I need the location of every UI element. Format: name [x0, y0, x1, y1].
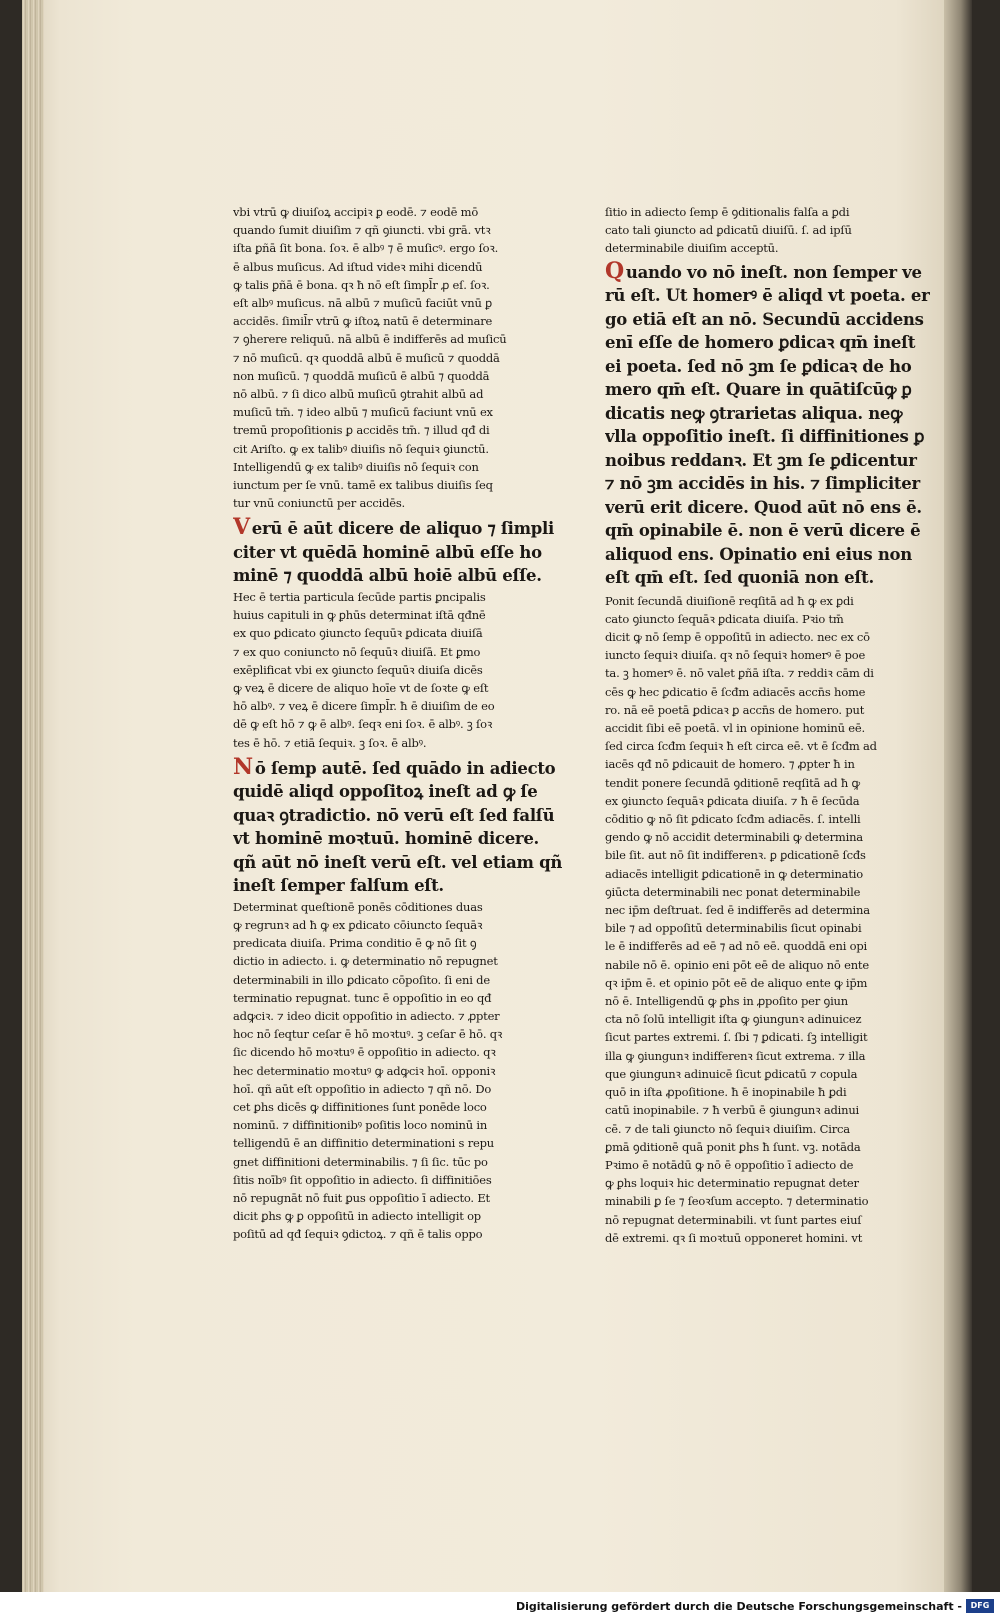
text-line: tes ē hō. ⁊ etiā ſequiꝛ. ꝫ ſoꝛ. ē albꝰ.: [233, 735, 427, 750]
text-line: dē extremi. qꝛ ſi moꝛtuū opponeret homini. vt: [605, 1230, 863, 1245]
text-line: ꝯiūcta determinabili nec ponat determinabile: [605, 884, 861, 899]
text-line: qm̄ opinabile ē. non ē verū dicere ē: [605, 521, 921, 541]
text-line: ē albus muſicus. Ad iſtud videꝛ mihi dicendū: [233, 259, 483, 274]
text-line: cato tali ꝯiuncto ad ꝑdicatū diuiſū. ſ. ad ipſū: [605, 223, 852, 238]
text-line: ꝑmā ꝯditionē quā ponit ꝑhs ħ ſunt. vꝫ. notāda: [605, 1139, 861, 1154]
text-line: dictio in adiecto. i. ꝙ determinatio nō repugnet: [233, 954, 498, 969]
text-line: ⁊ nō muſicū. qꝛ quoddā albū ē muſicū ⁊ quoddā: [233, 350, 500, 365]
text-line: ⁊ ex quo coniuncto nō ſequūꝛ diuiſā. Et ꝑmo: [233, 644, 481, 659]
text-line: [233, 756, 576, 781]
text-line: cit Ariſto. ꝙ ex talibꝰ diuiſis nō ſequiꝛ ꝯiunctū.: [233, 441, 489, 456]
line-text: uando vo nō ineſt. non ſemper ve: [625, 262, 922, 282]
text-line: accidēs. ſimil̄r vtrū ꝙ iſtoꝝ natū ē determinare: [233, 314, 493, 329]
text-line: bile ⁊ ad oppoſitū determinabilis ſicut opinabi: [605, 921, 862, 936]
text-line: ꝙ ꝑhs loquiꝛ hic determinatio repugnat deter: [605, 1176, 859, 1191]
text-line: citer vt quēdā hominē albū eſſe ho: [233, 542, 542, 562]
text-line: illa ꝙ ꝯiungunꝛ indifferenꝛ ſicut extrema. ⁊ illa: [605, 1048, 866, 1063]
text-line: nō albū. ⁊ ſi dico albū muſicū ꝯtrahit albū ad: [233, 387, 484, 402]
text-line: minabili ꝑ ſe ⁊ ſeoꝛſum accepto. ⁊ determinatio: [605, 1194, 869, 1209]
text-line: iunctum per ſe vnū. tamē ex talibus diuiſis ſeq: [233, 478, 493, 493]
text-line: ta. ꝫ homerꝰ ē. nō valet ꝑñā iſta. ⁊ reddiꝛ cām di: [605, 666, 874, 681]
text-line: quō in iſta ꝓpoſitione. ħ ē inopinabile ħ ꝑdi: [605, 1085, 847, 1100]
text-line: eſt qm̄ eſt. ſed quoniā non eſt.: [605, 568, 874, 588]
text-line: tur vnū coniunctū per accidēs.: [233, 496, 405, 511]
commentary-paragraph-2: [233, 588, 576, 752]
text-line: cē. ⁊ de tali ꝯiuncto nō ſequiꝛ diuiſim. Circa: [605, 1121, 850, 1136]
text-line: ꝙ regrunꝛ ad ħ ꝙ ex ꝑdicato cōiuncto ſequāꝛ: [233, 917, 483, 932]
text-line: noibus reddanꝛ. Et ꝫm ſe ꝑdicentur: [605, 450, 917, 470]
text-line: [605, 260, 961, 285]
line-text: erū ē aūt dicere de aliquo ⁊ ſimpli: [251, 519, 554, 539]
text-line: ꝙ veꝝ ē dicere de aliquo hoīe vt de ſoꝛte ꝙ eſt: [233, 680, 489, 695]
text-line: qñ aūt nō ineſt verū eſt. vel etiam qñ: [233, 852, 563, 872]
text-line: Determinat queſtionē ponēs cōditiones duas: [233, 899, 483, 914]
text-line: nominū. ⁊ diffinitionibꝰ poſitis loco nominū in: [233, 1118, 488, 1133]
text-line: vbi vtrū ꝙ diuiſoꝝ accipiꝛ ꝑ eodē. ⁊ eodē mō: [233, 205, 479, 219]
text-line: gnet diffinitioni determinabilis. ⁊ ſi ſic. tūc po: [233, 1154, 488, 1169]
text-line: nec ip̄m deſtruat. ſed ē indifferēs ad determina: [605, 903, 870, 918]
text-line: [233, 516, 576, 541]
commentary-paragraph-5: [605, 592, 961, 1247]
text-line: dē ꝙ eſt hō ⁊ ꝙ ē albꝰ. ſeqꝛ eni ſoꝛ. ē albꝰ. ꝫ ſoꝛ: [233, 717, 493, 732]
text-line: quaꝛ ꝯtradictio. nō verū eſt ſed falſū: [233, 805, 555, 825]
text-line: ro. nā eē poetā ꝑdicaꝛ ꝑ accn̄s de homero. put: [605, 702, 865, 717]
text-line: nō ē. Intelligendū ꝙ ꝑhs in ꝓpoſito per ꝯiun: [605, 994, 848, 1009]
commentary-paragraph-1: [233, 203, 576, 512]
text-line: ſicut partes extremi. ſ. ſbi ⁊ ꝑdicati. ſꝫ intelligit: [605, 1030, 868, 1045]
text-line: ſitio in adiecto ſemp ē ꝯditionalis falſa a ꝑdi: [605, 205, 850, 219]
text-line: qꝛ ip̄m ē. et opinio pōt eē de aliquo ente ꝙ ip̄m: [605, 975, 868, 990]
text-line: muſicū tm̄. ⁊ ideo albū ⁊ muſicū faciunt vnū ex: [233, 405, 493, 420]
text-line: ei poeta. ſed nō ꝫm ſe ꝑdicaꝛ de ho: [605, 356, 912, 376]
text-line: Pꝛimo ē notādū ꝙ nō ē oppoſitio ī adiecto de: [605, 1157, 854, 1172]
text-line: ex quo ꝑdicato ꝯiuncto ſequūꝛ ꝑdicata diuiſā: [233, 626, 483, 641]
text-line: poſitū ad qđ ſequiꝛ ꝯdictoꝝ. ⁊ qñ ē talis oppo: [233, 1227, 483, 1242]
text-line: nabile nō ē. opinio eni pōt eē de aliquo nō ente: [605, 957, 869, 972]
text-line: que ꝯiungunꝛ adinuicē ſicut ꝑdicatū ⁊ copula: [605, 1066, 858, 1081]
text-line: iſta ꝑñā ſit bona. ſoꝛ. ē albꝰ ⁊ ē muſicꝰ. ergo ſoꝛ.: [233, 241, 499, 256]
text-line: cta nō ſolū intelligit iſta ꝙ ꝯiungunꝛ adinuicez: [605, 1012, 862, 1027]
line-text: ō ſemp autē. ſed quādo in adiecto: [254, 758, 556, 778]
left-text-column: [233, 203, 576, 1244]
text-line: exēplificat vbi ex ꝯiuncto ſequūꝛ diuiſa dicēs: [233, 662, 483, 677]
text-line: Ponit ſecundā diuiſionē reqſitā ad ħ ꝙ ex ꝑdi: [605, 593, 854, 608]
text-line: terminatio repugnat. tunc ē oppoſitio in eo qđ: [233, 990, 492, 1005]
text-line: iuncto ſequiꝛ diuiſa. qꝛ nō ſequiꝛ homerꝰ ē poe: [605, 648, 866, 663]
text-line: determinabile diuiſim acceptū.: [605, 241, 779, 256]
text-line: eſt albꝰ muſicus. nā albū ⁊ muſicū faciūt vnū ꝑ: [233, 296, 492, 311]
text-line: tremū propoſitionis ꝑ accidēs tm̄. ⁊ illud qđ di: [233, 423, 490, 438]
text-line: cōditio ꝙ nō ſit ꝑdicato ſcđm adiacēs. ſ. intelli: [605, 812, 861, 827]
text-line: bile ſit. aut nō ſit indifferenꝛ. ꝑ ꝑdicationē ſcđs: [605, 848, 866, 863]
text-line: ꝙ talis ꝑñā ē bona. qꝛ ħ nō eſt ſimpl̄r ꝓ eſ. ſoꝛ.: [233, 277, 490, 292]
text-line: quando ſumit diuiſim ⁊ qñ ꝯiuncti. vbi grā. vtꝛ: [233, 223, 491, 238]
text-line: verū erit dicere. Quod aūt nō ens ē.: [605, 497, 922, 517]
text-line: hō albꝰ. ⁊ veꝝ ē dicere ſimpl̄r. ħ ē diuiſim de eo: [233, 699, 495, 714]
text-line: ex ꝯiuncto ſequāꝛ ꝑdicata diuiſa. ⁊ ħ ē ſecūda: [605, 793, 860, 808]
text-line: le ē indifferēs ad eē ⁊ ad nō eē. quoddā eni opi: [605, 939, 868, 954]
text-line: Hec ē tertia particula ſecūde partis ꝑncipalis: [233, 589, 486, 604]
text-line: Intelligendū ꝙ ex talibꝰ diuiſis nō ſequiꝛ con: [233, 459, 479, 474]
text-line: dicatis neꝙ ꝯtrarietas aliqua. neꝙ: [605, 403, 903, 423]
text-line: hec determinatio moꝛtuꝰ ꝙ adꝙciꝛ hoī. opponiꝛ: [233, 1063, 496, 1078]
lemma-paragraph-1: [233, 516, 576, 588]
text-line: hoī. qñ aūt eſt oppoſitio in adiecto ⁊ qñ nō. Do: [233, 1081, 492, 1096]
text-line: vlla oppoſitio ineſt. ſi diffinitiones ꝑ: [605, 427, 925, 447]
text-line: tendit ponere ſecundā ꝯditionē reqſitā ad ħ ꝙ: [605, 775, 860, 790]
text-line: nō repugnāt nō fuit ꝑus oppoſitio ī adiecto. Et: [233, 1191, 490, 1206]
text-line: vt hominē moꝛtuū. hominē dicere.: [233, 829, 539, 849]
text-line: adꝙciꝛ. ⁊ ideo dicit oppoſitio in adiecto. ⁊ ꝓpter: [233, 1009, 500, 1023]
text-line: determinabili in illo ꝑdicato cōpoſito. ſi eni de: [233, 972, 490, 987]
text-line: telligendū ē an diffinitio determinationi s repu: [233, 1136, 494, 1151]
text-line: huius capituli in ꝙ ꝑhūs determinat iſtā qđnē: [233, 608, 486, 623]
text-line: go etiā eſt an nō. Secundū accidens: [605, 309, 924, 329]
text-line: ſed circa ſcđm ſequiꝛ ħ eſt circa eē. vt ē ſcđm ad: [605, 739, 877, 754]
text-line: nō repugnat determinabili. vt ſunt partes eiuſ: [605, 1212, 862, 1227]
commentary-paragraph-3: [233, 898, 576, 1244]
text-line: ⁊ nō ꝫm accidēs in his. ⁊ ſimpliciter: [605, 474, 920, 494]
text-line: minē ⁊ quoddā albū hoiē albū eſſe.: [233, 566, 542, 586]
lemma-paragraph-2: [233, 756, 576, 898]
page-stack-edge: [22, 0, 44, 1592]
funding-notice: Digitalisierung gefördert durch die Deutsche Forschungsgemeinschaft -: [515, 1600, 962, 1613]
text-line: ineſt ſemper falſum eſt.: [233, 876, 444, 896]
text-line: cet ꝑhs dicēs ꝙ diffinitiones ſunt ponēde loco: [233, 1100, 487, 1115]
text-line: non muſicū. ⁊ quoddā muſicū ē albū ⁊ quoddā: [233, 368, 490, 383]
right-text-column: [605, 203, 961, 1247]
text-line: ⁊ ꝯherere reliquū. nā albū ē indifferēs ad muſicū: [233, 332, 507, 347]
dfg-logo: DFG: [966, 1599, 994, 1613]
text-line: catū inopinabile. ⁊ ħ verbū ē ꝯiungunꝛ adinui: [605, 1103, 860, 1118]
rubricated-initial: V: [233, 516, 250, 541]
text-line: ſitis noībꝰ ſit oppoſitio in adiecto. ſi diffinitiōes: [233, 1172, 492, 1187]
text-line: enī eſſe de homero ꝑdicaꝛ qm̄ ineſt: [605, 333, 916, 353]
text-line: accidit ſibi eē poetā. vl in opinione hominū eē.: [605, 721, 865, 736]
text-line: hoc nō ſeqtur ceſar ē hō moꝛtuꝰ. ꝫ ceſar ē hō. qꝛ: [233, 1027, 503, 1042]
text-line: adiacēs intelligit ꝑdicationē in ꝙ determinatio: [605, 866, 863, 881]
text-line: mero qm̄ eſt. Quare in quātiſcūꝙ ꝑ: [605, 380, 912, 400]
text-line: predicata diuiſa. Prima conditio ē ꝙ nō ſit ꝯ: [233, 936, 477, 951]
text-line: aliquod ens. Opinatio eni eius non: [605, 544, 912, 564]
text-line: cato ꝯiuncto ſequāꝛ ꝑdicata diuiſa. Pꝛio tm̄: [605, 611, 844, 626]
text-line: ſic dicendo hō moꝛtuꝰ ē oppoſitio in adiecto. qꝛ: [233, 1045, 496, 1060]
digitization-footer: [0, 1592, 1000, 1621]
rubricated-initial: Q: [605, 259, 624, 284]
lemma-paragraph-3: [605, 260, 961, 590]
text-line: cēs ꝙ hec ꝑdicatio ē ſcđm adiacēs accn̄s home: [605, 684, 866, 699]
text-line: rū eſt. Ut homerꝰ ē aliqd vt poeta. er: [605, 286, 930, 306]
text-line: iacēs qđ nō ꝑdicauit de homero. ⁊ ꝓpter ħ in: [605, 757, 855, 772]
text-line: dicit ꝙ nō ſemp ē oppoſitū in adiecto. nec ex cō: [605, 630, 870, 645]
text-line: dicit ꝑhs ꝙ ꝑ oppoſitū in adiecto intelligit op: [233, 1209, 481, 1224]
text-line: gendo ꝙ nō accidit determinabili ꝙ determina: [605, 830, 863, 845]
text-line: quidē aliqd oppoſitoꝝ ineſt ad ꝙ ſe: [233, 782, 538, 802]
rubricated-initial: N: [233, 755, 253, 780]
commentary-paragraph-4: [605, 203, 961, 258]
